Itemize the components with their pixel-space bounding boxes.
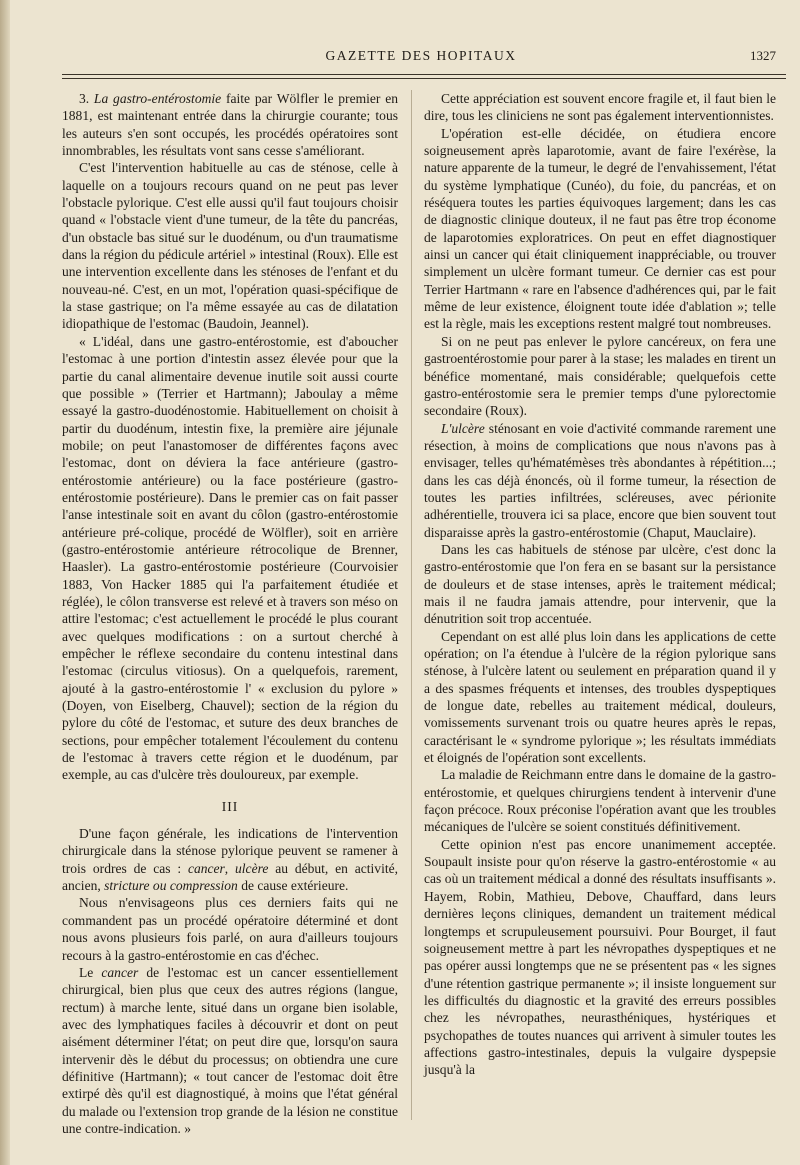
paragraph: Si on ne peut pas enlever le pylore cancéreux, on fera une gastroentérostomie pour parer à la stase; les malades en tirent un bénéfice momentané, mais considérable; quelquefois cette gastro-entérostomie sera le premier temps d'une pylorectomie secondaire (Roux). [424, 333, 776, 419]
paragraph-text: , [224, 860, 236, 876]
header-rule-top [62, 74, 786, 75]
paragraph: Cette opinion n'est pas encore unanimement acceptée. Soupault insiste pour qu'on réserve la gastro-entérostomie « au cas où un traitement médical a donné des résultats insuffisants ». Hayem, Robin, Mathieu, Debove, Chauffard, dans leurs dernières leçons cliniques, demandent un traitement médical longtemps et scrupuleusement poursuivi. Pour Bourget, il faut soigneusement mettre à part les névropathes dyspeptiques et ne pas opérer aussi longtemps que ne se présentent pas « les signes d'une rétention gastrique permanente »; il insiste longuement sur les difficultés du diagnostic et la gravité des erreurs possibles chez les névropathes, neurasthéniques, hystériques et psychopathes de toutes nuances qui arrivent à simuler toutes les affections gastro-intestinales, depuis la vulgaire dyspepsie jusqu'à la [424, 836, 776, 1078]
emphasis: ulcère [235, 860, 269, 876]
paragraph-text: sténosant en voie d'activité commande rarement une résection, à moins de complications que nous n'avons pas à envisager, telles qu'hématémèses très abondantes à répétition...; dans les cas déjà énoncés, où il forme tumeur, la résection de toutes les parties infiltrées, scléreuses, avec périonite adhérentielle, trouvera ici sa place, encore que bien souvent tout disparaisse après la gastro-entérostomie (Chaput, Mauclaire). [424, 420, 776, 540]
emphasis: stricture ou compression [104, 878, 238, 894]
column-divider [411, 90, 412, 1120]
paragraph-text: de cause extérieure. [237, 878, 349, 894]
paragraph-lead: 3. [78, 91, 94, 106]
paragraph-text: Le [78, 964, 102, 980]
paragraph: Cette appréciation est souvent encore fragile et, il faut bien le dire, tous les cliniciens ne sont pas également interventionnistes. [424, 91, 776, 124]
paragraph [62, 964, 398, 1137]
right-column [424, 90, 776, 1079]
page-header [62, 48, 780, 70]
emphasis: cancer [187, 860, 225, 876]
paragraph [62, 825, 398, 894]
paragraph-text: au début, en activité, ancien, [62, 860, 398, 894]
running-title: GAZETTE DES HOPITAUX [325, 48, 517, 63]
page-number: 1327 [750, 48, 776, 63]
paragraph: Nous n'envisageons plus ces derniers faits qui ne commandent pas un procédé opératoire déterminé et dont nous avons plusieurs fois parlé, on aura d'ailleurs toujours recours à la gastro-entérostomie en cas d'échec. [62, 895, 398, 963]
paragraph: C'est l'intervention habituelle au cas de sténose, celle à laquelle on a toujours recours quand on ne peut pas lever l'obstacle pylorique. C'est elle aussi qu'il faut toujours choisir quand « l'obstacle vient d'une tumeur, de la tête du pancréas, d'un obstacle bas situé sur le duodénum, ou d'un traumatisme dans la région du pédicule artériel » intestinal (Roux). Elle est une intervention excellente dans les sténoses de l'enfant et du nouveau-né. C'est, en un mot, l'opération quasi-spécifique de la stase gastrique; on l'a même essayée au cas de dilatation idiopathique de l'estomac (Baudoin, Jeannel). [62, 160, 398, 332]
paragraph-text: de l'estomac est un cancer essentiellement chirurgical, bien plus que ceux des autres régions (langue, rectum) à marche lente, situé dans un organe bien isolable, avec des lymphatiques faciles à découvrir et dont on peut aisément déterminer l'état; on peut dire que, lorsqu'on saura intervenir dès le début du processus; on obtiendra une cure définitive (Hartmann); « tout cancer de l'estomac doit être extirpé dès qu'il est diagnostiqué, à moins que l'état général du malade ou l'extension trop grande de la lésion ne constitue une contre-indication. » [62, 964, 398, 1136]
emphasis: L'ulcère [440, 420, 485, 436]
paragraph-text: faite par Wölfler le premier en 1881, est maintenant entrée dans la chirurgie courante; tous les auteurs s'en sont occupés, les procédés opératoires sont innombrables, les résultats vont sans cesse s'améliorant. [62, 91, 399, 159]
paragraph: « L'idéal, dans une gastro-entérostomie, est d'aboucher l'estomac à une portion d'intestin assez élevée pour que la partie du canal alimentaire devenue inutile soit aussi courte que possible » (Terrier et Hartmann); Jaboulay a même essayé la gastro-duodénostomie. Habituellement on choisit à partir du duodénum, intestin fixe, la première aire jéjunale mobile; on peut l'anastomoser de différentes façons avec l'estomac, dont on déviera la face antérieure (gastro-entérostomie antérieure) ou la face postérieure (gastro-entérostomie postérieure). Dans le premier cas on fait passer l'anse intestinale soit en avant du côlon (gastro-entérostomie antérieure pré-colique, procédé de Wölfler), soit en arrière (gastro-entérostomie antérieure rétrocolique de Brenner, Haasler). La gastro-entérostomie postérieure (Courvoisier 1883, Von Hacker 1885 qui l'a parfaitement étudiée et réglée), le côlon transverse est relevé et à travers son méso on attire l'estomac; c'est actuellement le procédé le plus courant avec quelques modifications : on a surtout cherché à empêcher le réflexe secondaire du contenu intestinal dans l'estomac (circulus vitiosus). On a quelquefois, rarement, ajouté à la gastro-entérostomie l' « exclusion du pylore » (Doyen, von Eiselberg, Chauvel); section de la région du pylore du côté de l'estomac, et suture des deux branches de sections, pour empêcher totalement l'écoulement du contenu de l'estomac à travers cette région et le duodénum, par exemple, au cas d'ulcère très douloureux, par exemple. [62, 333, 398, 783]
left-column [62, 90, 398, 1137]
paragraph: Dans les cas habituels de sténose par ulcère, c'est donc la gastro-entérostomie que l'on fera en se basant sur la persistance de douleurs et de stase intenses, après le traitement médical; mais il ne faudra jamais attendre, pour intervenir, que la dénutrition soit trop accentuée. [424, 541, 776, 627]
emphasis: cancer [101, 964, 139, 980]
header-rule-bottom [62, 78, 786, 79]
section-heading: III [221, 798, 239, 814]
page-binding-edge [0, 0, 10, 1165]
emphasis: La gastro-entérostomie [93, 91, 222, 106]
paragraph: La maladie de Reichmann entre dans le domaine de la gastro-entérostomie, et quelques chirurgiens tendent à intervenir d'une façon précoce. Roux préconise l'opération avant que les troubles mécaniques de l'ulcère se soient constitués définitivement. [424, 767, 776, 835]
paragraph: Cependant on est allé plus loin dans les applications de cette opération; on l'a étendue à l'ulcère de la région pylorique sans sténose, à l'ulcère latent ou seulement en préparation quand il y a des spasmes fréquents et intenses, des troubles dyspeptiques de longue date, rebelles au traitement médical, douleurs, vomissements survenant trois ou quatre heures après le repas, caractérisant le « syndrome pylorique »; les résultats immédiats et éloignés de l'opération sont excellents. [424, 628, 776, 766]
paragraph [424, 420, 776, 541]
paragraph-text: D'une façon générale, les indications de l'intervention chirurgicale dans la sténose pylorique peuvent se ramener à trois ordres de cas : [62, 826, 398, 876]
paragraph [62, 90, 398, 159]
paragraph: L'opération est-elle décidée, on étudiera encore soigneusement après laparotomie, avant de faire l'exérèse, la nature apparente de la tumeur, le degré de l'envahissement, l'état du système lymphatique (Cunéo), du foie, du pancréas, et on réséquera toutes les parties équivoques largement; dans les cas de diagnostic clinique douteux, il ne faut pas être trop économe de laparotomies exploratrices. On peut en effet diagnostiquer ainsi un cancer qui était cliniquement inappréciable, ou trouver simplement un ulcère formant tumeur. Ce dernier cas est pour Terrier Hartmann « rare en l'absence d'adhérences qui, par le fait même de leur existence, éloignent toute idée d'ablation »; telle est la règle, mais les exceptions restent malgré tout nombreuses. [424, 125, 776, 332]
